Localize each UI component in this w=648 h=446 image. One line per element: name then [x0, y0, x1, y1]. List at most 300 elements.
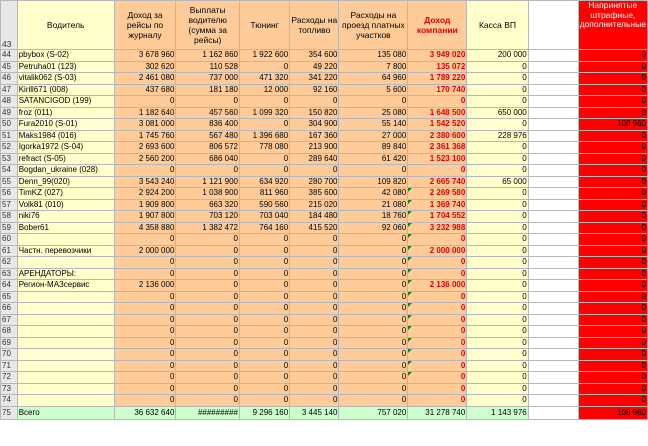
company-income-cell[interactable]: 3 232 988 — [408, 222, 467, 234]
payout-cell[interactable]: 703 120 — [176, 211, 240, 223]
toll-cell[interactable]: 55 140 — [339, 119, 408, 131]
empty-cell[interactable] — [528, 360, 578, 372]
payout-cell[interactable]: 567 480 — [176, 130, 240, 142]
toll-cell[interactable]: 0 — [339, 372, 408, 384]
cash-cell[interactable]: 0 — [467, 222, 528, 234]
empty-cell[interactable] — [528, 130, 578, 142]
income-cell[interactable]: 2 560 200 — [114, 153, 176, 165]
empty-cell[interactable] — [528, 326, 578, 338]
cash-cell[interactable]: 65 000 — [467, 176, 528, 188]
row-number[interactable]: 59 — [1, 222, 18, 234]
tuning-cell[interactable]: 811 960 — [240, 188, 290, 200]
fuel-cell[interactable]: 215 020 — [290, 199, 339, 211]
tuning-cell[interactable]: 0 — [240, 257, 290, 269]
empty-cell[interactable] — [528, 337, 578, 349]
payout-cell[interactable]: 836 400 — [176, 119, 240, 131]
fines-cell[interactable]: 0 — [578, 383, 647, 395]
fines-cell[interactable]: 0 — [578, 130, 647, 142]
fuel-cell[interactable]: 0 — [290, 291, 339, 303]
fines-cell[interactable]: 0 — [578, 188, 647, 200]
driver-cell[interactable]: Maks1984 (016) — [17, 130, 114, 142]
header-toll[interactable]: Расходы на проезд платных участков — [339, 1, 408, 50]
income-cell[interactable]: 2 924 200 — [114, 188, 176, 200]
payout-cell[interactable]: 181 180 — [176, 84, 240, 96]
fines-cell[interactable]: 108 960 — [578, 119, 647, 131]
empty-cell[interactable] — [528, 73, 578, 85]
company-income-cell[interactable]: 0 — [408, 395, 467, 407]
header-driver[interactable]: Водитель — [17, 1, 114, 50]
row-number[interactable]: 71 — [1, 360, 18, 372]
empty-cell[interactable] — [528, 142, 578, 154]
header-payouts[interactable]: Выплаты водителю (сумма за рейсы) — [176, 1, 240, 50]
toll-cell[interactable]: 18 760 — [339, 211, 408, 223]
cash-cell[interactable]: 0 — [467, 360, 528, 372]
fuel-cell[interactable]: 0 — [290, 303, 339, 315]
fines-cell[interactable]: 0 — [578, 314, 647, 326]
payout-cell[interactable]: 0 — [176, 257, 240, 269]
empty-cell[interactable] — [528, 268, 578, 280]
income-cell[interactable]: 1 907 800 — [114, 211, 176, 223]
tuning-cell[interactable]: 1 099 320 — [240, 107, 290, 119]
toll-cell[interactable]: 0 — [339, 257, 408, 269]
fines-cell[interactable]: 0 — [578, 96, 647, 108]
cash-cell[interactable]: 0 — [467, 337, 528, 349]
income-cell[interactable]: 4 358 880 — [114, 222, 176, 234]
driver-cell[interactable]: froz (011) — [17, 107, 114, 119]
company-income-cell[interactable]: 2 361 368 — [408, 142, 467, 154]
row-number[interactable]: 47 — [1, 84, 18, 96]
toll-cell[interactable]: 0 — [339, 326, 408, 338]
row-number[interactable]: 52 — [1, 142, 18, 154]
driver-cell[interactable]: niki76 — [17, 211, 114, 223]
cash-cell[interactable]: 0 — [467, 188, 528, 200]
tuning-cell[interactable]: 0 — [240, 372, 290, 384]
fines-cell[interactable]: 0 — [578, 107, 647, 119]
fines-cell[interactable]: 0 — [578, 268, 647, 280]
row-number[interactable]: 63 — [1, 268, 18, 280]
empty-cell[interactable] — [528, 222, 578, 234]
tuning-cell[interactable]: 0 — [240, 303, 290, 315]
payout-cell[interactable]: 0 — [176, 268, 240, 280]
cash-cell[interactable]: 0 — [467, 268, 528, 280]
fines-cell[interactable]: 0 — [578, 257, 647, 269]
income-cell[interactable]: 2 136 000 — [114, 280, 176, 292]
cash-cell[interactable]: 0 — [467, 245, 528, 257]
payout-cell[interactable]: 0 — [176, 291, 240, 303]
company-income-cell[interactable]: 1 542 520 — [408, 119, 467, 131]
cash-cell[interactable]: 0 — [467, 372, 528, 384]
tuning-cell[interactable]: 0 — [240, 119, 290, 131]
empty-cell[interactable] — [528, 372, 578, 384]
payout-cell[interactable]: 0 — [176, 349, 240, 361]
total-toll[interactable]: 757 020 — [339, 406, 408, 419]
company-income-cell[interactable]: 1 523 100 — [408, 153, 467, 165]
row-number[interactable]: 58 — [1, 211, 18, 223]
payout-cell[interactable]: 0 — [176, 360, 240, 372]
empty-cell[interactable] — [528, 119, 578, 131]
header-fuel[interactable]: Расходы на топливо — [290, 1, 339, 50]
toll-cell[interactable]: 0 — [339, 291, 408, 303]
company-income-cell[interactable]: 0 — [408, 337, 467, 349]
fines-cell[interactable]: 0 — [578, 165, 647, 177]
tuning-cell[interactable]: 1 922 600 — [240, 50, 290, 62]
empty-cell[interactable] — [528, 211, 578, 223]
tuning-cell[interactable]: 12 000 — [240, 84, 290, 96]
company-income-cell[interactable]: 0 — [408, 257, 467, 269]
company-income-cell[interactable]: 0 — [408, 234, 467, 246]
payout-cell[interactable]: 110 528 — [176, 61, 240, 73]
toll-cell[interactable]: 7 800 — [339, 61, 408, 73]
fuel-cell[interactable]: 280 700 — [290, 176, 339, 188]
driver-cell[interactable] — [17, 314, 114, 326]
income-cell[interactable]: 437 680 — [114, 84, 176, 96]
cash-cell[interactable]: 0 — [467, 303, 528, 315]
cash-cell[interactable]: 0 — [467, 96, 528, 108]
payout-cell[interactable]: 1 162 860 — [176, 50, 240, 62]
fuel-cell[interactable]: 0 — [290, 165, 339, 177]
toll-cell[interactable]: 61 420 — [339, 153, 408, 165]
cash-cell[interactable]: 650 000 — [467, 107, 528, 119]
row-number[interactable]: 43 — [1, 1, 18, 50]
tuning-cell[interactable]: 0 — [240, 349, 290, 361]
fuel-cell[interactable]: 150 820 — [290, 107, 339, 119]
fines-cell[interactable]: 0 — [578, 142, 647, 154]
row-number[interactable]: 45 — [1, 61, 18, 73]
fines-cell[interactable]: 0 — [578, 50, 647, 62]
company-income-cell[interactable]: 2 380 600 — [408, 130, 467, 142]
fuel-cell[interactable]: 304 900 — [290, 119, 339, 131]
fuel-cell[interactable]: 0 — [290, 326, 339, 338]
tuning-cell[interactable]: 0 — [240, 165, 290, 177]
toll-cell[interactable]: 92 060 — [339, 222, 408, 234]
row-number[interactable]: 48 — [1, 96, 18, 108]
toll-cell[interactable]: 25 080 — [339, 107, 408, 119]
company-income-cell[interactable]: 0 — [408, 314, 467, 326]
header-income[interactable]: Доход за рейсы по журналу — [114, 1, 176, 50]
empty-cell[interactable] — [528, 165, 578, 177]
row-number[interactable]: 66 — [1, 303, 18, 315]
fuel-cell[interactable]: 213 900 — [290, 142, 339, 154]
fuel-cell[interactable]: 0 — [290, 337, 339, 349]
empty-cell[interactable] — [528, 257, 578, 269]
company-income-cell[interactable]: 3 949 020 — [408, 50, 467, 62]
payout-cell[interactable]: 457 560 — [176, 107, 240, 119]
fines-cell[interactable]: 0 — [578, 211, 647, 223]
cash-cell[interactable]: 0 — [467, 199, 528, 211]
driver-cell[interactable] — [17, 234, 114, 246]
empty-cell[interactable] — [528, 314, 578, 326]
row-number[interactable]: 51 — [1, 130, 18, 142]
income-cell[interactable]: 0 — [114, 337, 176, 349]
fines-cell[interactable]: 0 — [578, 303, 647, 315]
tuning-cell[interactable]: 1 396 680 — [240, 130, 290, 142]
cash-cell[interactable]: 0 — [467, 326, 528, 338]
payout-cell[interactable]: 1 038 900 — [176, 188, 240, 200]
driver-cell[interactable] — [17, 395, 114, 407]
driver-cell[interactable]: Kirill671 (008) — [17, 84, 114, 96]
cash-cell[interactable]: 0 — [467, 73, 528, 85]
income-cell[interactable]: 0 — [114, 303, 176, 315]
fines-cell[interactable]: 0 — [578, 372, 647, 384]
cash-cell[interactable]: 0 — [467, 165, 528, 177]
company-income-cell[interactable]: 1 648 500 — [408, 107, 467, 119]
cash-cell[interactable]: 200 000 — [467, 50, 528, 62]
driver-cell[interactable]: Denn_99(020) — [17, 176, 114, 188]
cash-cell[interactable]: 0 — [467, 383, 528, 395]
fuel-cell[interactable]: 184 480 — [290, 211, 339, 223]
driver-cell[interactable]: refract (S-05) — [17, 153, 114, 165]
row-number[interactable]: 68 — [1, 326, 18, 338]
driver-cell[interactable]: vitalik062 (S-03) — [17, 73, 114, 85]
toll-cell[interactable]: 0 — [339, 349, 408, 361]
tuning-cell[interactable]: 0 — [240, 337, 290, 349]
empty-cell[interactable] — [528, 1, 578, 50]
payout-cell[interactable]: 0 — [176, 303, 240, 315]
toll-cell[interactable]: 135 080 — [339, 50, 408, 62]
tuning-cell[interactable]: 590 560 — [240, 199, 290, 211]
toll-cell[interactable]: 0 — [339, 383, 408, 395]
income-cell[interactable]: 302 620 — [114, 61, 176, 73]
row-number[interactable]: 57 — [1, 199, 18, 211]
payout-cell[interactable]: 0 — [176, 337, 240, 349]
company-income-cell[interactable]: 170 740 — [408, 84, 467, 96]
income-cell[interactable]: 1 745 760 — [114, 130, 176, 142]
tuning-cell[interactable]: 0 — [240, 268, 290, 280]
driver-cell[interactable]: Регион-МАЗсервис — [17, 280, 114, 292]
cash-cell[interactable]: 0 — [467, 142, 528, 154]
driver-cell[interactable]: TimKZ (027) — [17, 188, 114, 200]
company-income-cell[interactable]: 0 — [408, 268, 467, 280]
row-number[interactable]: 75 — [1, 406, 18, 419]
toll-cell[interactable]: 27 000 — [339, 130, 408, 142]
payout-cell[interactable]: 0 — [176, 234, 240, 246]
fuel-cell[interactable]: 0 — [290, 395, 339, 407]
payout-cell[interactable]: 0 — [176, 326, 240, 338]
income-cell[interactable]: 2 461 080 — [114, 73, 176, 85]
fines-cell[interactable]: 0 — [578, 395, 647, 407]
total-income[interactable]: 36 632 640 — [114, 406, 176, 419]
empty-cell[interactable] — [528, 61, 578, 73]
tuning-cell[interactable]: 0 — [240, 395, 290, 407]
cash-cell[interactable]: 0 — [467, 153, 528, 165]
cash-cell[interactable]: 0 — [467, 291, 528, 303]
tuning-cell[interactable]: 778 080 — [240, 142, 290, 154]
company-income-cell[interactable]: 0 — [408, 291, 467, 303]
payout-cell[interactable]: 0 — [176, 372, 240, 384]
row-number[interactable]: 60 — [1, 234, 18, 246]
fuel-cell[interactable]: 0 — [290, 245, 339, 257]
row-number[interactable]: 69 — [1, 337, 18, 349]
driver-cell[interactable] — [17, 291, 114, 303]
empty-cell[interactable] — [528, 383, 578, 395]
income-cell[interactable]: 1 182 640 — [114, 107, 176, 119]
toll-cell[interactable]: 0 — [339, 96, 408, 108]
income-cell[interactable]: 0 — [114, 291, 176, 303]
tuning-cell[interactable]: 0 — [240, 245, 290, 257]
toll-cell[interactable]: 0 — [339, 268, 408, 280]
tuning-cell[interactable]: 764 160 — [240, 222, 290, 234]
company-income-cell[interactable]: 0 — [408, 349, 467, 361]
driver-cell[interactable]: Fura2010 (S-01) — [17, 119, 114, 131]
fuel-cell[interactable]: 0 — [290, 360, 339, 372]
empty-cell[interactable] — [528, 406, 578, 419]
empty-cell[interactable] — [528, 153, 578, 165]
income-cell[interactable]: 2 693 600 — [114, 142, 176, 154]
driver-cell[interactable] — [17, 383, 114, 395]
toll-cell[interactable]: 21 080 — [339, 199, 408, 211]
income-cell[interactable]: 0 — [114, 395, 176, 407]
header-tuning[interactable]: Тюнинг — [240, 1, 290, 50]
income-cell[interactable]: 0 — [114, 314, 176, 326]
fuel-cell[interactable]: 289 640 — [290, 153, 339, 165]
driver-cell[interactable]: Igorka1972 (S-04) — [17, 142, 114, 154]
company-income-cell[interactable]: 2 269 580 — [408, 188, 467, 200]
fuel-cell[interactable]: 0 — [290, 349, 339, 361]
company-income-cell[interactable]: 0 — [408, 360, 467, 372]
tuning-cell[interactable]: 0 — [240, 280, 290, 292]
income-cell[interactable]: 0 — [114, 349, 176, 361]
toll-cell[interactable]: 64 960 — [339, 73, 408, 85]
fines-cell[interactable]: 0 — [578, 326, 647, 338]
row-number[interactable]: 44 — [1, 50, 18, 62]
row-number[interactable]: 70 — [1, 349, 18, 361]
empty-cell[interactable] — [528, 188, 578, 200]
fuel-cell[interactable]: 167 360 — [290, 130, 339, 142]
empty-cell[interactable] — [528, 280, 578, 292]
total-company-income[interactable]: 31 278 740 — [408, 406, 467, 419]
cash-cell[interactable]: 0 — [467, 84, 528, 96]
toll-cell[interactable]: 42 080 — [339, 188, 408, 200]
row-number[interactable]: 62 — [1, 257, 18, 269]
empty-cell[interactable] — [528, 291, 578, 303]
cash-cell[interactable]: 0 — [467, 349, 528, 361]
fuel-cell[interactable]: 0 — [290, 257, 339, 269]
driver-cell[interactable] — [17, 337, 114, 349]
toll-cell[interactable]: 0 — [339, 245, 408, 257]
payout-cell[interactable]: 0 — [176, 165, 240, 177]
driver-cell[interactable]: SATANCIGOD (199) — [17, 96, 114, 108]
fines-cell[interactable]: 0 — [578, 291, 647, 303]
empty-cell[interactable] — [528, 96, 578, 108]
fuel-cell[interactable]: 0 — [290, 383, 339, 395]
company-income-cell[interactable]: 1 369 740 — [408, 199, 467, 211]
company-income-cell[interactable]: 135 072 — [408, 61, 467, 73]
company-income-cell[interactable]: 0 — [408, 165, 467, 177]
tuning-cell[interactable]: 0 — [240, 360, 290, 372]
row-number[interactable]: 56 — [1, 188, 18, 200]
payout-cell[interactable]: 737 000 — [176, 73, 240, 85]
income-cell[interactable]: 0 — [114, 257, 176, 269]
fuel-cell[interactable]: 0 — [290, 234, 339, 246]
tuning-cell[interactable]: 0 — [240, 383, 290, 395]
empty-cell[interactable] — [528, 107, 578, 119]
driver-cell[interactable]: Volk81 (010) — [17, 199, 114, 211]
fuel-cell[interactable]: 0 — [290, 314, 339, 326]
total-cash[interactable]: 1 143 976 — [467, 406, 528, 419]
driver-cell[interactable]: Bober61 — [17, 222, 114, 234]
income-cell[interactable]: 3 678 960 — [114, 50, 176, 62]
empty-cell[interactable] — [528, 303, 578, 315]
fines-cell[interactable]: 0 — [578, 280, 647, 292]
row-number[interactable]: 54 — [1, 165, 18, 177]
income-cell[interactable]: 0 — [114, 326, 176, 338]
company-income-cell[interactable]: 2 665 740 — [408, 176, 467, 188]
empty-cell[interactable] — [528, 245, 578, 257]
fines-cell[interactable]: 0 — [578, 73, 647, 85]
income-cell[interactable]: 3 081 000 — [114, 119, 176, 131]
fines-cell[interactable]: 0 — [578, 153, 647, 165]
payout-cell[interactable]: 0 — [176, 280, 240, 292]
payout-cell[interactable]: 1 382 472 — [176, 222, 240, 234]
toll-cell[interactable]: 89 840 — [339, 142, 408, 154]
toll-cell[interactable]: 0 — [339, 303, 408, 315]
company-income-cell[interactable]: 0 — [408, 303, 467, 315]
row-number[interactable]: 53 — [1, 153, 18, 165]
cash-cell[interactable]: 0 — [467, 234, 528, 246]
driver-cell[interactable]: Частн. перевозчики — [17, 245, 114, 257]
payout-cell[interactable]: 1 121 900 — [176, 176, 240, 188]
total-fines[interactable]: 108 960 — [578, 406, 647, 419]
fuel-cell[interactable]: 0 — [290, 280, 339, 292]
company-income-cell[interactable]: 0 — [408, 96, 467, 108]
toll-cell[interactable]: 0 — [339, 360, 408, 372]
empty-cell[interactable] — [528, 395, 578, 407]
cash-cell[interactable]: 0 — [467, 61, 528, 73]
driver-cell[interactable] — [17, 326, 114, 338]
company-income-cell[interactable]: 0 — [408, 372, 467, 384]
tuning-cell[interactable]: 0 — [240, 234, 290, 246]
fuel-cell[interactable]: 341 220 — [290, 73, 339, 85]
header-fines[interactable]: Напринятые штрафные, дополнительные — [578, 1, 647, 50]
driver-cell[interactable] — [17, 257, 114, 269]
income-cell[interactable]: 0 — [114, 234, 176, 246]
toll-cell[interactable]: 0 — [339, 314, 408, 326]
fuel-cell[interactable]: 92 160 — [290, 84, 339, 96]
fines-cell[interactable]: 0 — [578, 176, 647, 188]
fines-cell[interactable]: 0 — [578, 222, 647, 234]
tuning-cell[interactable]: 0 — [240, 314, 290, 326]
tuning-cell[interactable]: 471 320 — [240, 73, 290, 85]
driver-cell[interactable]: pbybox (S-02) — [17, 50, 114, 62]
payout-cell[interactable]: 0 — [176, 245, 240, 257]
fines-cell[interactable]: 0 — [578, 360, 647, 372]
cash-cell[interactable]: 228 976 — [467, 130, 528, 142]
header-company-income[interactable]: Доход компании — [408, 1, 467, 50]
row-number[interactable]: 64 — [1, 280, 18, 292]
tuning-cell[interactable]: 0 — [240, 96, 290, 108]
row-number[interactable]: 73 — [1, 383, 18, 395]
header-cash[interactable]: Касса ВП — [467, 1, 528, 50]
row-number[interactable]: 46 — [1, 73, 18, 85]
fines-cell[interactable]: 0 — [578, 245, 647, 257]
payout-cell[interactable]: 0 — [176, 395, 240, 407]
toll-cell[interactable]: 109 820 — [339, 176, 408, 188]
cash-cell[interactable]: 0 — [467, 119, 528, 131]
fuel-cell[interactable]: 49 220 — [290, 61, 339, 73]
payout-cell[interactable]: 0 — [176, 314, 240, 326]
fuel-cell[interactable]: 415 520 — [290, 222, 339, 234]
income-cell[interactable]: 0 — [114, 165, 176, 177]
fines-cell[interactable]: 0 — [578, 349, 647, 361]
empty-cell[interactable] — [528, 84, 578, 96]
payout-cell[interactable]: 0 — [176, 383, 240, 395]
row-number[interactable]: 61 — [1, 245, 18, 257]
empty-cell[interactable] — [528, 176, 578, 188]
row-number[interactable]: 49 — [1, 107, 18, 119]
income-cell[interactable]: 0 — [114, 383, 176, 395]
income-cell[interactable]: 1 909 800 — [114, 199, 176, 211]
income-cell[interactable]: 0 — [114, 360, 176, 372]
